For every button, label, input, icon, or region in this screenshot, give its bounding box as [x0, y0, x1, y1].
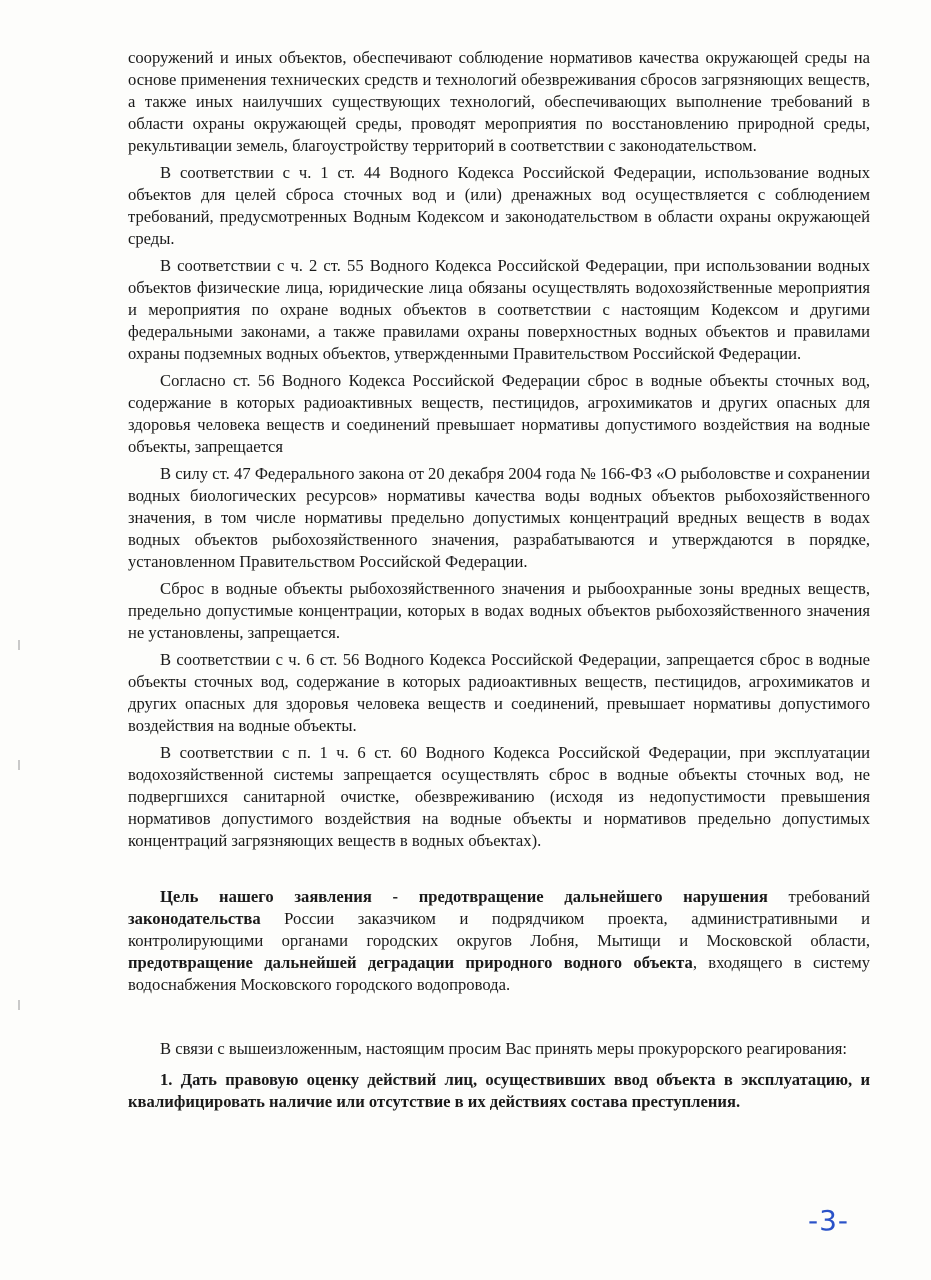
goal-bold-3: предотвращение дальнейшей деградации природного водного объекта: [128, 953, 693, 972]
paragraph-article-56: Согласно ст. 56 Водного Кодекса Российской Федерации сброс в водные объекты сточных вод, содержание в которых радиоактивных веществ, пестицидов, агрохимикатов и других опасных для здоровья человека веществ и соединений превышает нормативы допустимого воздействия на водные объекты, запрещается: [128, 371, 870, 456]
document-body: [128, 47, 870, 1113]
scan-mark: [18, 1000, 20, 1010]
request-item-1: [128, 1069, 870, 1113]
page-number: -3-: [808, 1204, 850, 1237]
goal-text-1: требований: [767, 887, 870, 906]
paragraph-article-60: В соответствии с п. 1 ч. 6 ст. 60 Водного Кодекса Российской Федерации, при эксплуатации водохозяйственной системы запрещается осуществлять сброс в водные объекты сточных вод, не подвергшихся санитарной очистке, обезвреживанию (исходя из недопустимости превышения нормативов допустимого воздействия на водные объекты и нормативов предельно допустимых концентраций загрязняющих веществ в водных объектах).: [128, 743, 870, 850]
goal-bold-1: Цель нашего заявления - предотвращение дальнейшего нарушения: [160, 887, 768, 906]
paragraph-continuation: сооружений и иных объектов, обеспечивают соблюдение нормативов качества окружающей среды на основе применения технических средств и технологий обезвреживания сбросов загрязняющих веществ, а также иных наилучших существующих технологий, обеспечивающих выполнение требований в области охраны окружающей среды, проводят мероприятия по восстановлению природной среды, рекультивации земель, благоустройству территорий в соответствии с законодательством.: [128, 48, 870, 155]
paragraph-article-56-part-6: В соответствии с ч. 6 ст. 56 Водного Кодекса Российской Федерации, запрещается сброс в водные объекты сточных вод, содержание в которых радиоактивных веществ, пестицидов, агрохимикатов и других опасных для здоровья человека веществ и соединений, превышает нормативы допустимого воздействия на водные объекты.: [128, 650, 870, 735]
goal-text-3: , входящего в систему водоснабжения Московского городского водопровода.: [128, 953, 870, 994]
scan-mark: [18, 760, 20, 770]
paragraph-article-44: В соответствии с ч. 1 ст. 44 Водного Кодекса Российской Федерации, использование водных объектов для целей сброса сточных вод и (или) дренажных вод осуществляется с соблюдением требований, предусмотренных Водным Кодексом и законодательством в области охраны окружающей среды.: [128, 163, 870, 248]
paragraph-statement-goal: [128, 886, 870, 996]
paragraph-fishery-discharge: Сброс в водные объекты рыбохозяйственного значения и рыбоохранные зоны вредных веществ, предельно допустимые концентрации, которых в водах водных объектов рыбохозяйственного значения не установлены, запрещается.: [128, 579, 870, 642]
paragraph-article-55: В соответствии с ч. 2 ст. 55 Водного Кодекса Российской Федерации, при использовании водных объектов физические лица, юридические лица обязаны осуществлять водохозяйственные мероприятия и мероприятия по охране водных объектов в соответствии с настоящим Кодексом и другими федеральными законами, а также правилами охраны поверхностных водных объектов и правилами охраны подземных водных объектов, утвержденными Правительством Российской Федерации.: [128, 256, 870, 363]
request-item-1-text: 1. Дать правовую оценку действий лиц, осуществивших ввод объекта в эксплуатацию, и квалифицировать наличие или отсутствие в их действиях состава преступления.: [128, 1070, 870, 1111]
goal-text-2: России заказчиком и подрядчиком проекта, административными и контролирующими органами городских округов Лобня, Мытищи и Московской области,: [128, 909, 870, 950]
scan-mark: [18, 640, 20, 650]
paragraph-fz-166: В силу ст. 47 Федерального закона от 20 декабря 2004 года № 166-ФЗ «О рыболовстве и сохранении водных биологических ресурсов» нормативы качества воды водных объектов рыбохозяйственного значения, в том числе нормативы предельно допустимых концентраций вредных веществ в водах водных объектов рыбохозяйственного значения, разрабатываются и утверждаются в порядке, установленном Правительством Российской Федерации.: [128, 464, 870, 571]
goal-bold-2: законодательства: [128, 909, 261, 928]
paragraph-request: В связи с вышеизложенным, настоящим просим Вас принять меры прокурорского реагирования:: [160, 1039, 847, 1058]
